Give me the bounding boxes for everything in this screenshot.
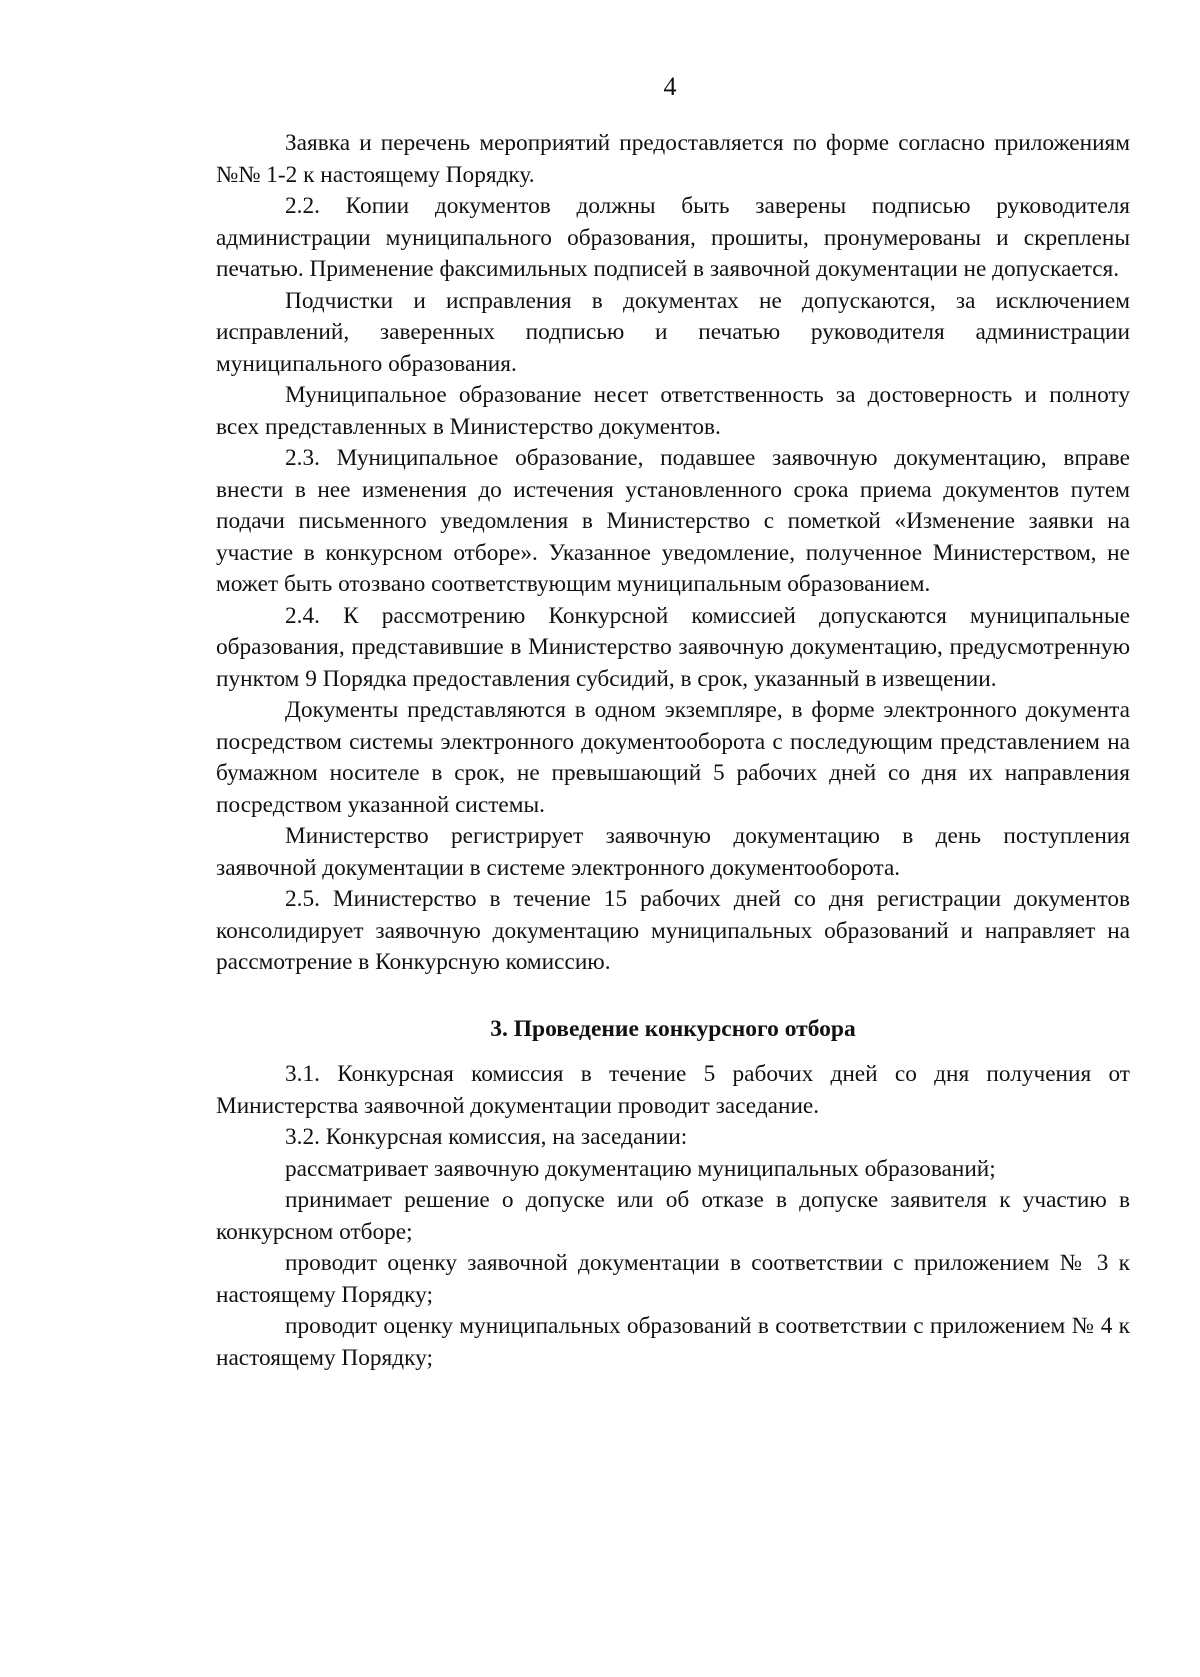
paragraph: 3.1. Конкурсная комиссия в течение 5 рабочих дней со дня получения от Министерства заявочной документации проводит заседание. [216, 1061, 1130, 1119]
paragraph: Документы представляются в одном экземпляре, в форме электронного документа посредством системы электронного документооборота с последующим представлением на бумажном носителе в срок, не превышающий 5 рабочих дней со дня их направления посредством указанной системы. [216, 697, 1130, 818]
paragraph: проводит оценку муниципальных образований в соответствии с приложением № 4 к настоящему Порядку; [216, 1313, 1130, 1371]
paragraph: проводит оценку заявочной документации в соответствии с приложением № 3 к настоящему Порядку; [216, 1250, 1130, 1308]
paragraph: 2.5. Министерство в течение 15 рабочих дней со дня регистрации документов консолидирует заявочную документацию муниципальных образований и направляет на рассмотрение в Конкурсную комиссию. [216, 886, 1130, 975]
paragraph: Муниципальное образование несет ответственность за достоверность и полноту всех представленных в Министерство документов. [216, 382, 1130, 440]
page-number: 4 [663, 72, 677, 101]
document-body [216, 128, 1130, 1374]
section-heading: 3. Проведение конкурсного отбора [490, 1015, 856, 1042]
paragraph: Заявка и перечень мероприятий предоставляется по форме согласно приложениям №№ 1-2 к настоящему Порядку. [216, 130, 1130, 188]
paragraph: Подчистки и исправления в документах не допускаются, за исключением исправлений, заверенных подписью и печатью руководителя администрации муниципального образования. [216, 287, 1130, 377]
paragraph: 2.3. Муниципальное образование, подавшее заявочную документацию, вправе внести в нее изменения до истечения установленного срока приема документов путем подачи письменного уведомления в Министерство с пометкой «Изменение заявки на участие в конкурсном отборе». Указанное уведомление, полученное Министерством, не может быть отозвано соответствующим муниципальным образованием. [216, 445, 1130, 597]
paragraph: 2.2. Копии документов должны быть заверены подписью руководителя администрации муниципального образования, прошиты, пронумерованы и скреплены печатью. Применение факсимильных подписей в заявочной документации не допускается. [216, 193, 1130, 282]
paragraph: Министерство регистрирует заявочную документацию в день поступления заявочной документации в системе электронного документооборота. [216, 823, 1130, 881]
paragraph: рассматривает заявочную документацию муниципальных образований; [285, 1155, 996, 1182]
paragraph: 3.2. Конкурсная комиссия, на заседании: [285, 1124, 688, 1150]
paragraph: 2.4. К рассмотрению Конкурсной комиссией допускаются муниципальные образования, представившие в Министерство заявочную документацию, предусмотренную пунктом 9 Порядка предоставления субсидий, в срок, указанный в извещении. [216, 602, 1130, 692]
paragraph: принимает решение о допуске или об отказе в допуске заявителя к участию в конкурсном отборе; [216, 1187, 1130, 1245]
